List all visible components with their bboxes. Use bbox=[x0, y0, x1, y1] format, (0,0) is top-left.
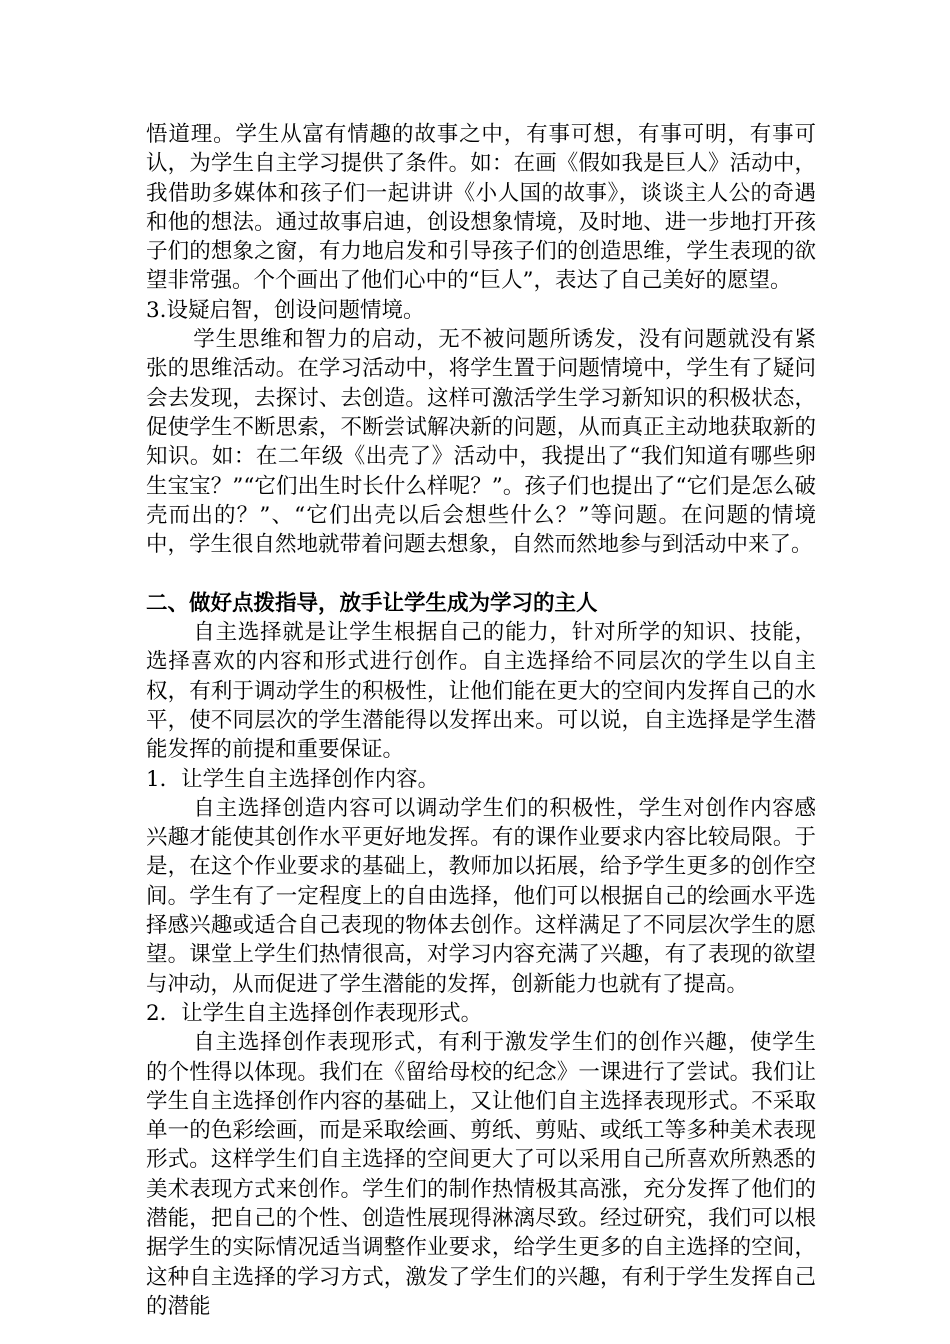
subheading-1: 1．让学生自主选择创作内容。 bbox=[146, 766, 440, 792]
blank-line bbox=[146, 559, 816, 588]
paragraph-continued: 悟道理。学生从富有情趣的故事之中，有事可想，有事可明，有事可认，为学生自主学习提供了条件。如：在画《假如我是巨人》活动中，我借助多媒体和孩子们一起讲讲《小人国的故事》，谈谈主人公的奇遇和他的想法。通过故事启迪，创设想象情境，及时地、进一步地打开孩子们的想象之窗，有力地启发和引导孩子们的创造思维，学生表现的欲望非常强。个个画出了他们心中的“巨人”，表达了自己美好的愿望。 bbox=[146, 122, 816, 294]
paragraph-self-selection: 自主选择就是让学生根据自己的能力，针对所学的知识、技能，选择喜欢的内容和形式进行创作。自主选择给不同层次的学生以自主权，有利于调动学生的积极性，让他们能在更大的空间内发挥自己的水平，使不同层次的学生潜能得以发挥出来。可以说，自主选择是学生潜能发挥的前提和重要保证。 bbox=[146, 620, 816, 763]
section-heading-2: 二、做好点拨指导，放手让学生成为学习的主人 bbox=[146, 590, 598, 616]
paragraph-content-choice: 自主选择创造内容可以调动学生们的积极性，学生对创作内容感兴趣才能使其创作水平更好地发挥。有的课作业要求内容比较局限。于是，在这个作业要求的基础上，教师加以拓展，给予学生更多的创作空间。学生有了一定程度上的自由选择，他们可以根据自己的绘画水平选择感兴趣或适合自己表现的物体去创作。这样满足了不同层次学生的愿望。课堂上学生们热情很高，对学习内容充满了兴趣，有了表现的欲望与冲动，从而促进了学生潜能的发挥，创新能力也就有了提高。 bbox=[146, 795, 816, 997]
paragraph-form-choice: 自主选择创作表现形式，有利于激发学生们的创作兴趣，使学生的个性得以体现。我们在《留给母校的纪念》一课进行了尝试。我们让学生自主选择创作内容的基础上，又让他们自主选择表现形式。不采取单一的色彩绘画，而是采取绘画、剪纸、剪贴、或纸工等多种美术表现形式。这样学生们自主选择的空间更大了可以采用自己所喜欢所熟悉的美术表现方式来创作。学生们的制作热情极其高涨，充分发挥了他们的潜能，把自己的个性、创造性展现得淋漓尽致。经过研究，我们可以根据学生的实际情况适当调整作业要求，给学生更多的自主选择的空间，这种自主选择的学习方式，激发了学生们的兴趣，有利于学生发挥自己的潜能 bbox=[146, 1030, 816, 1319]
subheading-3: 3.设疑启智，创设问题情境。 bbox=[146, 297, 425, 323]
document-body bbox=[146, 120, 816, 1321]
paragraph-question-situation: 学生思维和智力的启动，无不被问题所诱发，没有问题就没有紧张的思维活动。在学习活动中，将学生置于问题情境中，学生有了疑问会去发现，去探讨、去创造。这样可激活学生学习新知识的积极状态，促使学生不断思索，不断尝试解决新的问题，从而真正主动地获取新的知识。如：在二年级《出壳了》活动中，我提出了“我们知道有哪些卵生宝宝？”“它们出生时长什么样呢？”。孩子们也提出了“它们是怎么破壳而出的？”、“它们出壳以后会想些什么？”等问题。在问题的情境中，学生很自然地就带着问题去想象，自然而然地参与到活动中来了。 bbox=[146, 327, 816, 558]
subheading-2: 2．让学生自主选择创作表现形式。 bbox=[146, 1000, 483, 1026]
